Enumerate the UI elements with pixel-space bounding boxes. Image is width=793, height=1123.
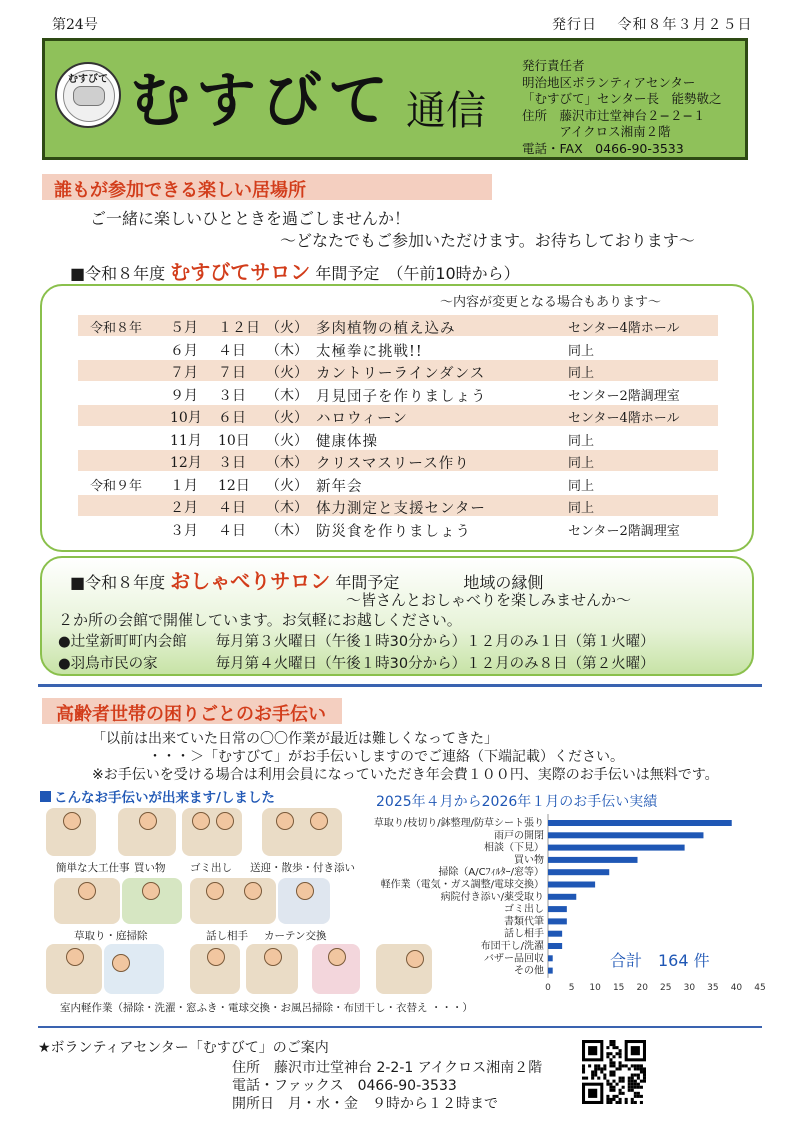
logo-icon — [55, 62, 121, 128]
schedule-weekday: （火） — [266, 410, 308, 426]
schedule-row — [78, 518, 718, 539]
chat-illustration — [190, 878, 276, 924]
schedule-place: センター2階調理室 — [568, 523, 680, 539]
window-illustration — [104, 944, 164, 994]
chart-category-label: 買い物 — [514, 854, 544, 866]
publish-date: 発行日 令和８年３月２５日 — [552, 17, 753, 33]
chart-bar — [548, 918, 567, 924]
carpentry-illustration — [46, 808, 96, 856]
garden-illustration — [122, 878, 182, 924]
oshaberi-prefix: ■令和８年度 — [70, 573, 166, 592]
schedule-event: クリスマスリース作り — [316, 456, 470, 472]
chart-tick-label: 20 — [636, 982, 648, 993]
footer-address: 住所 藤沢市辻堂神台 2-2-1 アイクロス湘南２階 — [232, 1060, 543, 1076]
chart-tick-label: 5 — [568, 982, 575, 993]
chart-tick-label: 30 — [683, 982, 696, 993]
chart-bar — [548, 955, 553, 961]
schedule-weekday: （火） — [266, 320, 308, 336]
schedule-weekday: （火） — [266, 432, 308, 449]
chart-category-label: 軽作業（電気・ガス調整/電球交換） — [380, 879, 544, 891]
schedule-note: ～内容が変更となる場合もあります～ — [440, 295, 662, 310]
schedule-weekday: （火） — [266, 477, 308, 494]
schedule-row — [78, 428, 718, 449]
footer-phone: 電話・ファックス 0466-90-3533 — [232, 1078, 457, 1094]
handshake-icon — [73, 86, 105, 106]
schedule-place: 同上 — [568, 343, 595, 359]
salon-prefix: ■令和８年度 — [70, 264, 166, 283]
schedule-month: 11月 — [170, 432, 202, 449]
publisher-line: 「むすびて」センター長 能勢敬之 — [522, 91, 722, 106]
lightbulb-illustration — [246, 944, 298, 994]
schedule-event: 体力測定と支援センター — [316, 501, 486, 517]
illustration-caption: 買い物 — [134, 862, 166, 874]
issue-number: 第24号 — [52, 17, 98, 33]
schedule-day: 10日 — [218, 432, 250, 449]
footer-hours: 開所日 月・水・金 ９時から１２時まで — [232, 1096, 498, 1112]
illustration-caption: 簡単な大工仕事 — [56, 862, 130, 874]
section-title: 誰もが参加できる楽しい居場所 — [54, 180, 306, 201]
illustration-caption: 送迎・散歩・付き添い — [250, 862, 355, 874]
schedule-day: ４日 — [218, 342, 246, 359]
chart-category-label: その他 — [514, 965, 544, 977]
schedule-weekday: （火） — [266, 365, 308, 381]
chart-bar — [548, 832, 703, 838]
schedule-row — [78, 495, 718, 516]
schedule-day: １２日 — [218, 320, 260, 336]
schedule-month: ３月 — [170, 522, 198, 539]
section-title: 高齢者世帯の困りごとのお手伝い — [56, 704, 326, 725]
schedule-row — [78, 315, 718, 336]
schedule-place: 同上 — [568, 501, 595, 516]
schedule-event: 月見団子を作りましょう — [316, 388, 487, 405]
schedule-event: ハロウィーン — [316, 411, 408, 427]
chart-bar — [548, 820, 732, 826]
chart-category-label: 草取り/枝切り/鉢整理/防草シート張り — [373, 818, 544, 829]
schedule-year: 令和９年 — [90, 478, 143, 494]
schedule-day: ４日 — [218, 500, 246, 516]
chart-category-label: バザー品回収 — [484, 953, 544, 965]
chart-tick-label: 40 — [730, 982, 743, 993]
schedule-event: 新年会 — [316, 478, 363, 495]
help-line: 「以前は出来ていた日常の〇〇作業が最近は難しくなってきた」 — [92, 731, 498, 747]
chart-category-label: 話し相手 — [504, 928, 544, 940]
schedule-event: 多肉植物の植え込み — [316, 321, 456, 337]
chart-total: 合計 164 件 — [610, 951, 710, 970]
brand-suffix: 通信 — [406, 88, 486, 134]
schedule-weekday: （木） — [266, 387, 308, 404]
chart-category-label: ゴミ出し — [504, 904, 544, 916]
publisher-line: 明治地区ボランティアセンター — [522, 74, 696, 90]
publisher-info — [522, 58, 722, 157]
laundry-illustration — [190, 944, 240, 994]
schedule-month: ７月 — [170, 365, 198, 381]
help-line: ・・・＞「むすびて」がお手伝いしますのでご連絡（下端記載）ください。 — [148, 749, 624, 765]
schedule-weekday: （木） — [266, 522, 308, 539]
chart-title: 2025年４月から2026年１月のお手伝い実績 — [376, 794, 658, 810]
qr-code-icon[interactable] — [582, 1040, 646, 1104]
illustration-caption: カーテン交換 — [264, 930, 327, 942]
schedule-month: 12月 — [170, 455, 202, 471]
schedule-month: ５月 — [170, 320, 198, 336]
chart-bar — [548, 906, 567, 912]
oshaberi-subtitle: ～皆さんとおしゃべりを楽しみませんか～ — [346, 591, 632, 609]
brand-title: むすびて — [130, 66, 394, 136]
chart-tick-label: 15 — [612, 982, 625, 993]
weeding-illustration — [54, 878, 120, 924]
chart-bar — [548, 968, 553, 974]
intro-line: ご一緒に楽しいひとときを過ごしませんか！ — [90, 209, 411, 228]
illustration-caption: ゴミ出し — [190, 862, 232, 874]
divider — [38, 1026, 762, 1028]
schedule-weekday: （木） — [266, 342, 308, 359]
chart-category-label: 病院付き添い/薬受取り — [440, 891, 544, 903]
schedule-row — [78, 405, 718, 426]
oshaberi-suffix: 年間予定 地域の縁側 — [335, 573, 544, 592]
chart-tick-label: 0 — [545, 982, 551, 993]
publisher-line: 発行責任者 — [522, 58, 585, 73]
schedule-day: ６日 — [218, 410, 246, 426]
schedule-row — [78, 473, 718, 494]
publisher-line: アイクロス湘南２階 — [522, 124, 671, 139]
help-list-label — [40, 786, 275, 806]
publisher-line: 電話・FAX 0466-90-3533 — [522, 140, 684, 156]
chart-category-label: 雨戸の開閉 — [494, 830, 544, 842]
trash-illustration — [182, 808, 242, 856]
schedule-day: 12日 — [218, 477, 250, 494]
schedule-place: 同上 — [568, 456, 595, 471]
chart-bar — [548, 931, 562, 937]
schedule-month: ９月 — [170, 387, 198, 404]
help-bar-chart — [330, 808, 770, 1020]
section-title-bar — [42, 174, 492, 200]
schedule-place: センター4階ホール — [568, 321, 680, 336]
schedule-event: 健康体操 — [316, 433, 378, 450]
help-list-label-text: こんなお手伝いが出来ます/しました — [54, 790, 275, 806]
schedule-place: 同上 — [568, 366, 595, 381]
schedule-day: ７日 — [218, 365, 246, 381]
chart-bar — [548, 845, 685, 851]
chart-bar — [548, 869, 609, 875]
chart-category-label: 掃除（A/Cﾌｨﾙﾀｰ/窓等） — [438, 867, 544, 879]
schedule-place: 同上 — [568, 478, 595, 494]
schedule-weekday: （木） — [266, 500, 308, 516]
chart-bar — [548, 882, 595, 888]
schedule-day: ３日 — [218, 387, 246, 404]
illustration-caption: 草取り・庭掃除 — [74, 930, 148, 942]
schedule-row — [78, 450, 718, 471]
shopping-illustration — [118, 808, 176, 856]
chart-category-label: 書類代筆 — [504, 916, 544, 928]
chart-tick-label: 10 — [589, 982, 601, 993]
schedule-place: 同上 — [568, 433, 595, 449]
schedule-event: 太極拳に挑戦!! — [316, 343, 423, 360]
oshaberi-venue: ●辻堂新町町内会館 毎月第３火曜日（午後１時30分から）１２月のみ１日（第１火曜） — [58, 634, 655, 650]
schedule-year: 令和８年 — [90, 321, 143, 336]
oshaberi-line: ２か所の会館で開催しています。お気軽にお越しください。 — [58, 611, 462, 629]
chart-category-label: 布団干し/洗濯 — [480, 941, 544, 952]
salon-suffix: 年間予定 （午前10時から） — [315, 264, 520, 283]
chart-tick-label: 25 — [660, 982, 672, 993]
schedule-weekday: （木） — [266, 455, 308, 471]
chart-tick-label: 45 — [754, 982, 766, 993]
section-title-bar — [42, 698, 342, 724]
schedule-row — [78, 360, 718, 381]
logo-text: むすびて — [68, 74, 108, 85]
divider — [38, 684, 762, 687]
schedule-day: ３日 — [218, 455, 246, 471]
oshaberi-venue: ●羽鳥市民の家 毎月第４火曜日（午後１時30分から）１２月のみ８日（第２火曜） — [58, 656, 655, 672]
schedule-event: カントリーラインダンス — [316, 366, 486, 382]
publisher-line: 住所 藤沢市辻堂神台２−２−１ — [522, 107, 706, 123]
chart-bar — [548, 894, 576, 900]
help-line: ※お手伝いを受ける場合は利用会員になっていただき年会費１００円、実際のお手伝いは無料です。 — [92, 767, 719, 783]
schedule-place: センター4階ホール — [568, 411, 680, 426]
oshaberi-name: おしゃべりサロン — [170, 569, 331, 593]
schedule-month: 10月 — [170, 410, 202, 426]
curtain-illustration — [278, 878, 330, 924]
chart-bar — [548, 943, 562, 949]
vacuum-illustration — [46, 944, 102, 994]
salon-heading — [70, 256, 520, 285]
schedule-row — [78, 383, 718, 404]
salon-name: むすびてサロン — [170, 260, 311, 284]
footer-title: ★ボランティアセンター「むすびて」のご案内 — [38, 1040, 329, 1056]
chart-tick-label: 35 — [707, 982, 719, 993]
illustration-caption: 室内軽作業（掃除・洗濯・窓ふき・電球交換・お風呂掃除・布団干し・衣替え ・・・） — [60, 1002, 473, 1014]
illustration-caption: 話し相手 — [206, 930, 248, 942]
chart-category-label: 相談（下見） — [484, 842, 544, 854]
chart-bar — [548, 857, 638, 863]
schedule-row — [78, 338, 718, 359]
schedule-day: ４日 — [218, 522, 246, 539]
schedule-month: ２月 — [170, 500, 198, 516]
intro-line: ～どなたでもご参加いただけます。お待ちしております～ — [280, 231, 695, 250]
schedule-month: １月 — [170, 477, 198, 494]
schedule-place: センター2階調理室 — [568, 388, 680, 404]
schedule-event: 防災食を作りましょう — [316, 523, 471, 540]
schedule-month: ６月 — [170, 342, 198, 359]
